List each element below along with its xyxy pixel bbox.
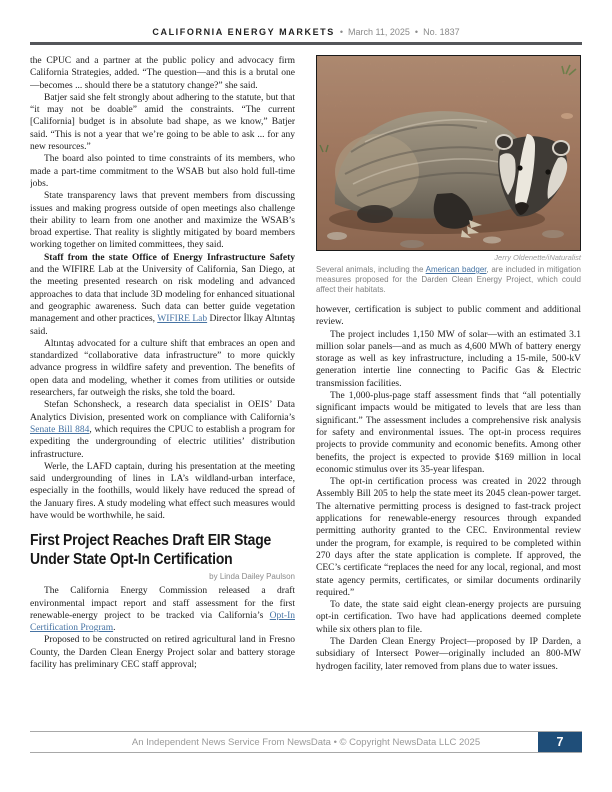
masthead	[30, 27, 582, 37]
body-text: Werle, the LAFD captain, during his presentation at the meeting said undergrounding of lines in LA’s wildland-urban interface, especially in the foothills, would likely have reduced the spread of the January fires. A study modeling what effect such measures would have would be worthwhile, he said.	[30, 461, 295, 521]
paragraph	[30, 338, 295, 399]
body-text: .	[113, 623, 116, 634]
paragraph	[30, 55, 295, 92]
badger-illustration	[317, 56, 580, 250]
body-text: however, certification is subject to public comment and additional review.	[316, 305, 581, 328]
body-text: The opt-in certification process was created in 2022 through Assembly Bill 205 to help the state meet its 2045 clean-power target. The alternative permitting process is designed to fast-track project applications for renewable-energy resources through expanded permitting authority granted to the CEC. Environmental review under the program, for example, is required to be completed within 270 days after the state application is complete. If approved, the CEC’s certificate “replaces the need for any local, regional, and most state agency permits, certificates, or similar documents ordinarily required.”	[316, 477, 581, 598]
page-number: 7	[538, 732, 582, 752]
footer-text: An Independent News Service From NewsData • © Copyright NewsData LLC 2025	[131, 736, 481, 748]
page-body	[30, 55, 582, 729]
article2-headline	[30, 531, 295, 569]
paragraph	[316, 636, 581, 673]
body-text: and the WIFIRE Lab at the University of California, San Diego, at the meeting presented research on risk modeling and advanced approaches to data that include 3D modeling for enhanced situational and geographic awareness. Such data can better guide vegetation management and other practices,	[30, 265, 295, 325]
body-text: The California Energy Commission released a draft environmental impact report and staff assessment for the first renewable-energy project to be tracked via California’s	[30, 586, 295, 621]
paragraph	[30, 190, 295, 251]
inline-link[interactable]: Senate Bill 884	[30, 424, 90, 435]
inline-link[interactable]: American badger	[425, 265, 487, 274]
paragraph	[316, 390, 581, 476]
paragraph	[316, 304, 581, 329]
body-text: , are included in mitigation measures proposed for the Darden Clean Energy Project, which could affect their habitats.	[316, 265, 581, 294]
article1-continuation	[30, 55, 295, 522]
right-column	[316, 55, 581, 729]
masthead-separator: •	[414, 27, 419, 37]
photo-credit: Jerry Oldenette/iNaturalist	[494, 253, 581, 262]
paragraph	[316, 265, 581, 295]
paragraph	[30, 252, 295, 338]
body-text: the CPUC and a partner at the public policy and advocacy firm California Strategies, added. “The question—and this is a brutal one—becomes ... should there be a statutory change?” she said.	[30, 56, 295, 91]
header-rule	[30, 42, 582, 45]
paragraph	[30, 634, 295, 671]
paragraph	[30, 461, 295, 522]
issue-number: No. 1837	[423, 27, 460, 37]
body-text: Stefan Schonsheck, a research data specialist in OEIS’ Data Analytics Division, presented work on compliance with California’s	[30, 400, 295, 423]
paragraph	[30, 399, 295, 460]
paragraph	[316, 599, 581, 636]
headline-line-2: Under State Opt-In Certification	[30, 551, 233, 569]
article2-left-text	[30, 585, 295, 671]
paragraph	[30, 92, 295, 153]
issue-date: March 11, 2025	[348, 27, 410, 37]
page-footer	[30, 731, 582, 753]
bold-text: Staff from the state Office of Energy Infrastructure Safety	[44, 252, 295, 263]
headline-line-1: First Project Reaches Draft EIR Stage	[30, 532, 272, 550]
body-text: To date, the state said eight clean-energy projects are pursuing opt-in certification. Two have had applications deemed complete while six others plan to file.	[316, 600, 581, 635]
paragraph	[316, 476, 581, 599]
body-text: The 1,000-plus-page staff assessment finds that “all potentially significant impacts would be mitigated to levels that are less than significant.” The assessment includes a comprehensive risk analysis for safety and environmental issues. The opt-in process requires projects to provide community and economic benefits. Among other benefits, the project is expected to provide $169 million in local economic stimulus over its 35-year lifespan.	[316, 391, 581, 475]
body-text: The Darden Clean Energy Project—proposed by IP Darden, a subsidiary of Intersect Power—originally included an 800-MW hydrogen facility, later removed from plans due to water issues.	[316, 637, 581, 672]
paragraph	[316, 329, 581, 390]
body-text: The project includes 1,150 MW of solar—with an estimated 3.1 million solar panels—and as much as 4,600 MWh of battery energy storage as well as key infrastructure, including a 15-mile, 500-kV generation intertie line connecting to Pacific Gas & Electric transmission facilities.	[316, 329, 581, 389]
body-text: Batjer said she felt strongly about adhering to the statute, but that “it may not be doable” amid the constraints. “The current [California] budget is in absolute bad shape, as we know,” Batjer said. “This is not a year that we’re going to be able to ask ... for any new resources.”	[30, 92, 295, 153]
paragraph	[30, 153, 295, 190]
body-text: Director İlkay Altıntaş said.	[30, 314, 295, 337]
body-text: Proposed to be constructed on retired agricultural land in Fresno County, the Darden Clean Energy Project solar and battery storage facility has preliminary CEC staff approval;	[30, 635, 295, 671]
inline-link[interactable]: WIFIRE Lab	[157, 314, 208, 325]
left-column	[30, 55, 295, 729]
publication-title: CALIFORNIA ENERGY MARKETS	[152, 27, 335, 37]
article2-byline: by Linda Dailey Paulson	[209, 572, 295, 582]
inline-link[interactable]: Opt-In Certification Program	[30, 610, 295, 634]
body-text: The board also pointed to time constraints of its members, who made a part-time commitment to the WSAB but also hold full-time jobs.	[30, 154, 295, 189]
body-text: State transparency laws that prevent members from discussing issues and making progress outside of open meetings also challenge their ability to learn from one another and maximize the WSAB’s broad expertise. That reality is slightly mitigated by board members working together on limited committees, they said.	[30, 191, 295, 251]
body-text: Several animals, including the	[316, 265, 426, 274]
masthead-separator: •	[339, 27, 344, 37]
badger-photo-figure	[316, 55, 581, 295]
badger-photo	[316, 55, 581, 251]
paragraph	[30, 585, 295, 634]
photo-caption	[316, 265, 581, 295]
body-text: , which requires the CPUC to establish a program for expediting the undergrounding of electric utilities’ distribution infrastructure.	[30, 424, 296, 460]
body-text: Altıntaş advocated for a culture shift that embraces an open and standardized “collaborative data infrastructure” to more quickly advance progress in wildfire safety and prevention. The benefits of open data and modeling, whether it comes from utilities or outside researchers, far outweigh the risks, she told the board.	[30, 338, 295, 399]
article2-right-text	[316, 304, 581, 673]
